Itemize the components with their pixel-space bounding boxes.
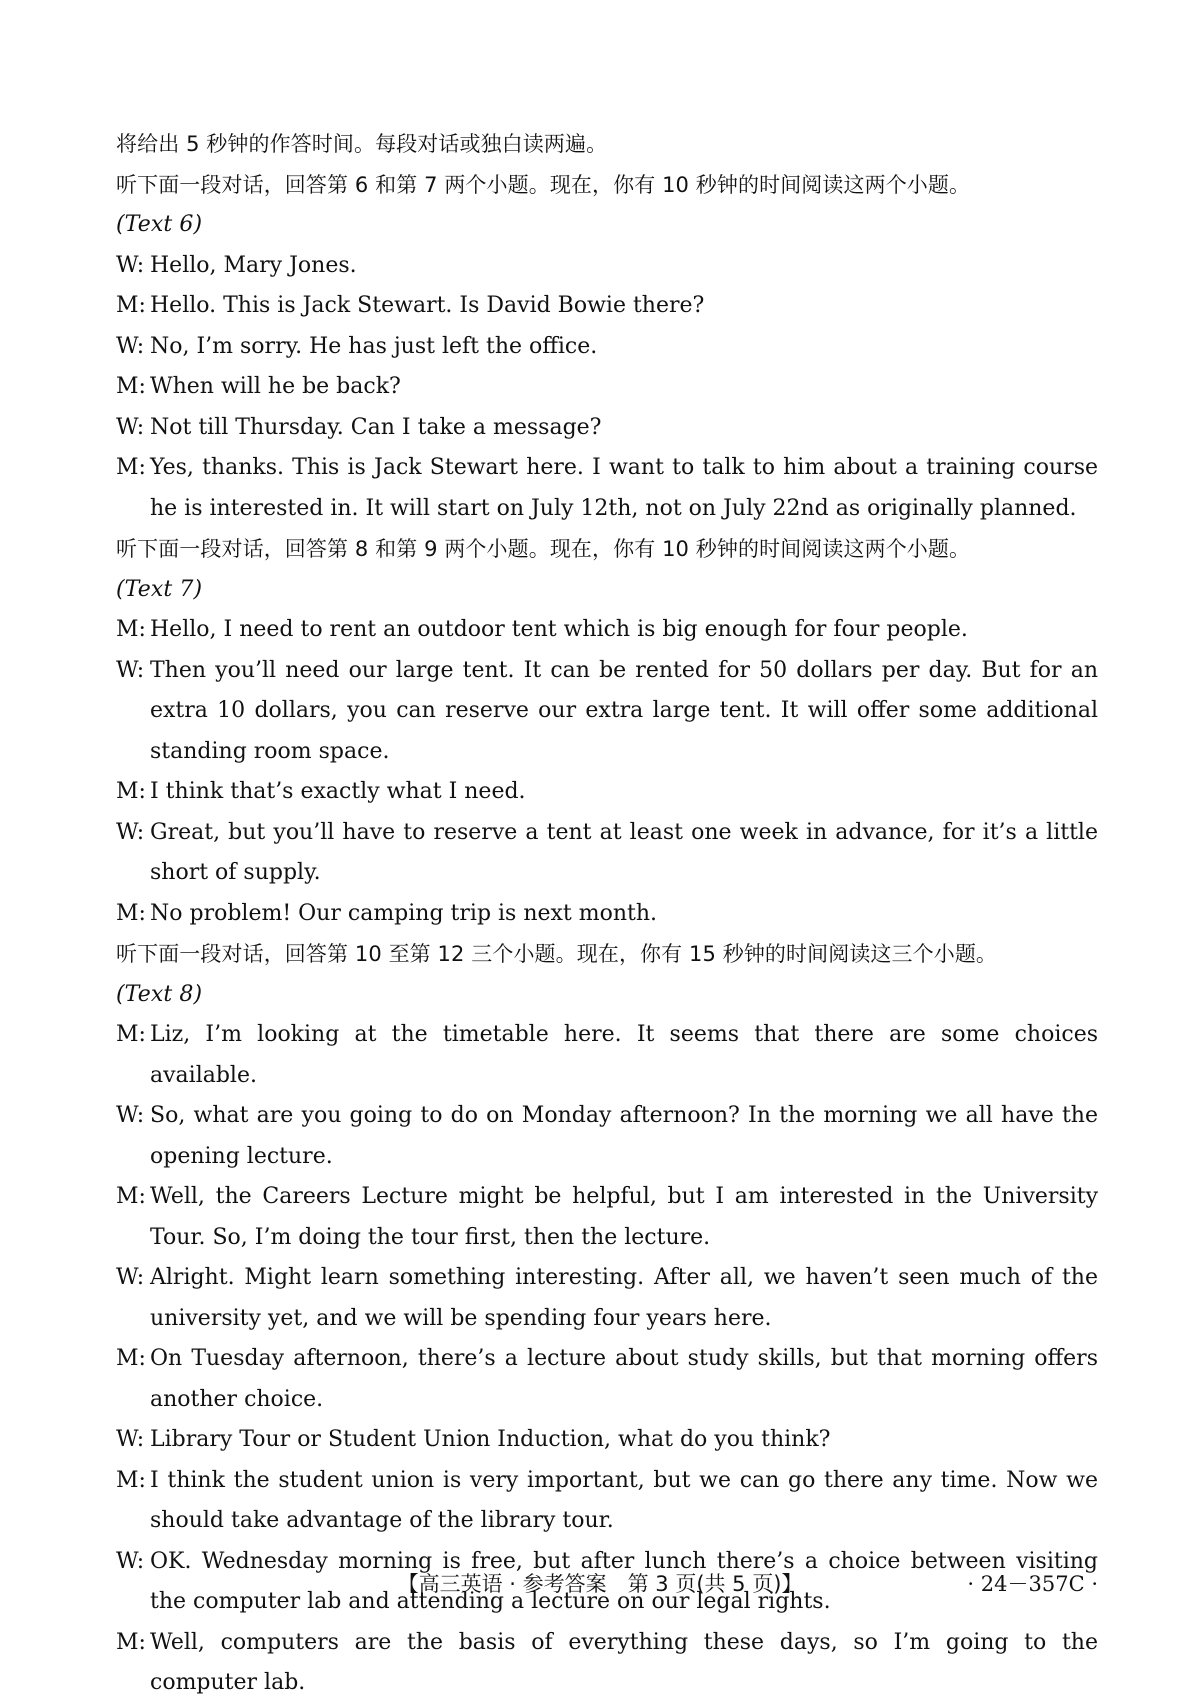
footer-doc-code: · 24－357C ·: [967, 1572, 1098, 1596]
text-7-dialogue: [116, 610, 1098, 934]
utterance: Library Tour or Student Union Induction, what do you think?: [150, 1427, 831, 1452]
dialogue-turn: [116, 1339, 1098, 1420]
page-footer: [0, 1568, 1200, 1608]
utterance: OK. Wednesday morning is free, but after lunch there’s a choice between visiting the computer lab and attending a lecture on our legal rights.: [150, 1548, 1098, 1614]
dialogue-turn: [116, 1096, 1098, 1177]
speaker-label: M:: [116, 900, 146, 926]
speaker-label: M:: [116, 1022, 146, 1047]
utterance: Hello, I need to rent an outdoor tent which is big enough for four people.: [150, 617, 968, 642]
utterance: Then you’ll need our large tent. It can be rented for 50 dollars per day. But for an extra 10 dollars, you can reserve our extra large tent. It will offer some additional standing room space.: [150, 657, 1098, 764]
listening-script: [116, 124, 1098, 1704]
dialogue-turn: [116, 367, 1098, 408]
dialogue-turn: [116, 610, 1098, 651]
intro-line-1: 将给出 5 秒钟的作答时间。每段对话或独白读两遍。: [116, 132, 608, 156]
speaker-label: M:: [116, 455, 146, 480]
speaker-label: W:: [116, 333, 145, 359]
utterance: Great, but you’ll have to reserve a tent at least one week in advance, for it’s a little short of supply.: [150, 819, 1098, 885]
utterance: No problem! Our camping trip is next month.: [150, 900, 658, 926]
utterance: Not till Thursday. Can I take a message?: [150, 414, 602, 440]
utterance: So, what are you going to do on Monday afternoon? In the morning we all have the opening lecture.: [150, 1103, 1098, 1169]
dialogue-turn: [116, 327, 1098, 368]
instruction-text-6: 听下面一段对话，回答第 6 和第 7 两个小题。现在，你有 10 秒钟的时间阅读这两个小题。: [116, 172, 971, 197]
dialogue-turn: [116, 1420, 1098, 1461]
speaker-label: M:: [116, 617, 146, 642]
utterance: Yes, thanks. This is Jack Stewart here. I want to talk to him about a training course he is interested in. It will start on July 12th, not on July 22nd as originally planned.: [150, 455, 1098, 521]
dialogue-turn: [116, 286, 1098, 327]
utterance: Hello, Mary Jones.: [150, 252, 357, 278]
instruction-text-7: 听下面一段对话，回答第 8 和第 9 两个小题。现在，你有 10 秒钟的时间阅读这两个小题。: [116, 537, 971, 561]
utterance: Hello. This is Jack Stewart. Is David Bowie there?: [150, 293, 705, 318]
dialogue-turn: [116, 1623, 1098, 1704]
utterance: Well, computers are the basis of everything these days, so I’m going to the computer lab.: [150, 1629, 1098, 1695]
footer-page-info: 【高三英语 · 参考答案 第 3 页(共 5 页)】: [397, 1572, 803, 1596]
utterance: Well, the Careers Lecture might be helpful, but I am interested in the University Tour. So, I’m doing the tour first, then the lecture.: [150, 1184, 1098, 1250]
dialogue-turn: [116, 813, 1098, 894]
speaker-label: W:: [116, 414, 145, 440]
instruction-text-8: 听下面一段对话，回答第 10 至第 12 三个小题。现在，你有 15 秒钟的时间阅读这三个小题。: [116, 942, 998, 966]
speaker-label: W:: [116, 252, 145, 278]
utterance: When will he be back?: [150, 374, 401, 399]
speaker-label: W:: [116, 819, 145, 845]
utterance: No, I’m sorry. He has just left the office.: [150, 333, 598, 359]
speaker-label: M:: [116, 1629, 146, 1655]
dialogue-turn: [116, 772, 1098, 813]
dialogue-turn: [116, 651, 1098, 773]
speaker-label: M:: [116, 779, 146, 804]
dialogue-turn: [116, 1015, 1098, 1096]
speaker-label: W:: [116, 1548, 145, 1574]
text-6-dialogue: [116, 246, 1098, 530]
speaker-label: M:: [116, 1184, 146, 1209]
text-6-label: (Text 6): [116, 212, 203, 237]
speaker-label: W:: [116, 657, 145, 683]
dialogue-turn: [116, 1461, 1098, 1542]
speaker-label: W:: [116, 1427, 145, 1452]
dialogue-turn: [116, 894, 1098, 935]
speaker-label: M:: [116, 1346, 146, 1371]
utterance: Alright. Might learn something interesting. After all, we haven’t seen much of the university yet, and we will be spending four years here.: [150, 1265, 1098, 1331]
speaker-label: M:: [116, 293, 146, 318]
speaker-label: M:: [116, 374, 146, 399]
dialogue-turn: [116, 1177, 1098, 1258]
dialogue-turn: [116, 448, 1098, 529]
speaker-label: W:: [116, 1103, 145, 1128]
text-7-label: (Text 7): [116, 576, 203, 602]
speaker-label: M:: [116, 1467, 146, 1493]
text-8-label: (Text 8): [116, 981, 203, 1007]
utterance: I think that’s exactly what I need.: [150, 779, 526, 804]
speaker-label: W:: [116, 1265, 145, 1290]
dialogue-turn: [116, 1258, 1098, 1339]
dialogue-turn: [116, 246, 1098, 287]
dialogue-turn: [116, 408, 1098, 449]
utterance: I think the student union is very important, but we can go there any time. Now we should take advantage of the library tour.: [150, 1467, 1098, 1533]
utterance: Liz, I’m looking at the timetable here. It seems that there are some choices available.: [150, 1022, 1098, 1088]
utterance: On Tuesday afternoon, there’s a lecture about study skills, but that morning offers another choice.: [150, 1346, 1098, 1412]
